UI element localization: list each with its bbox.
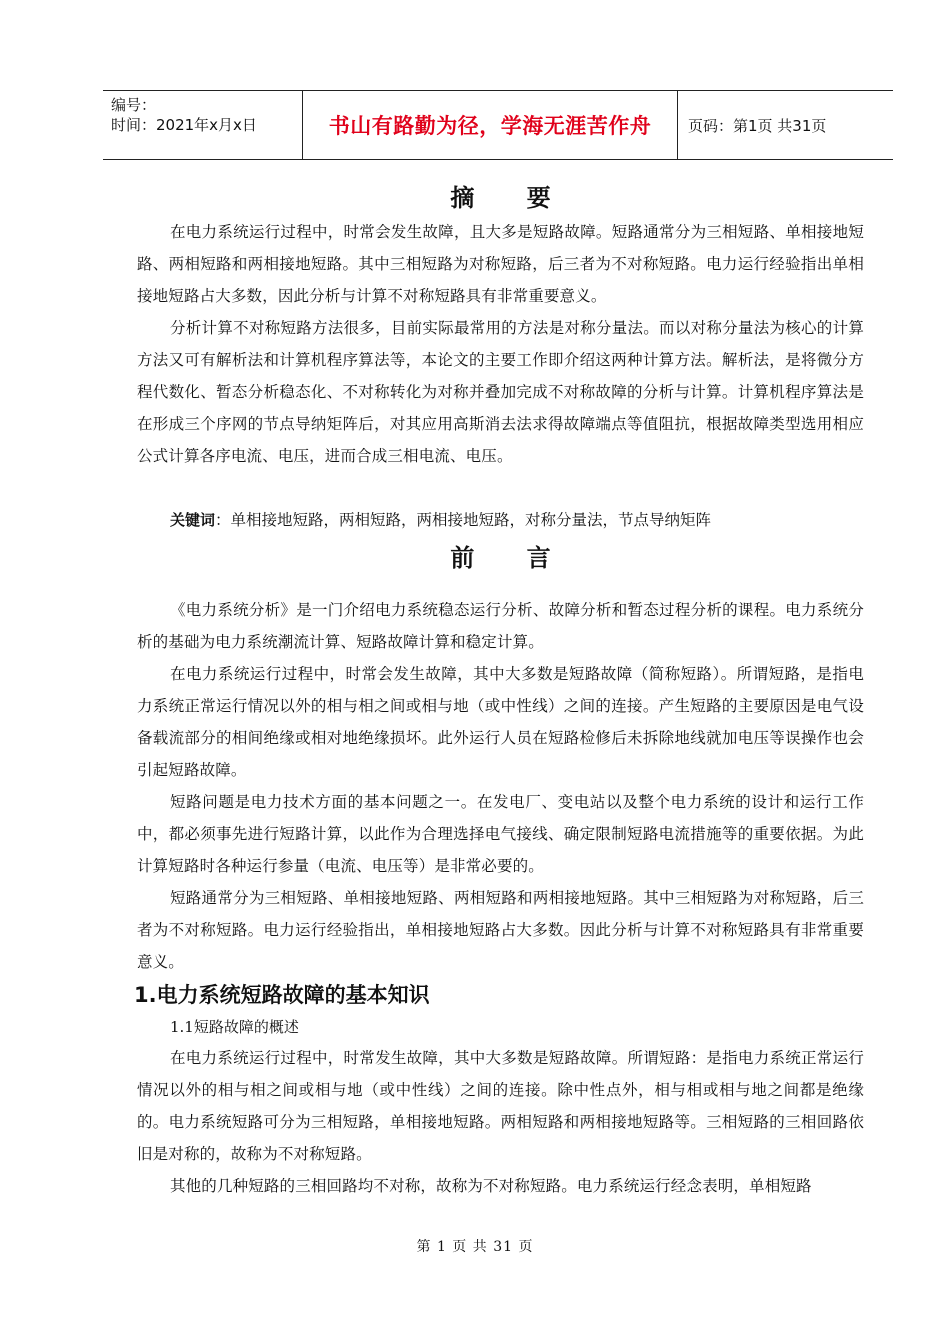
keywords-text: ：单相接地短路，两相短路，两相接地短路，对称分量法，节点导纳矩阵: [215, 511, 712, 529]
section-heading: 1.电力系统短路故障的基本知识: [134, 983, 430, 1007]
subsection-heading: 1.1短路故障的概述: [170, 1018, 299, 1036]
section-paragraph: 在电力系统运行过程中，时常发生故障，其中大多数是短路故障。所谓短路：是指电力系统正常运行情况以外的相与相之间或相与地（或中性线）之间的连接。除中性点外，相与相或相与地之间都是绝缘的。电力系统短路可分为三相短路，单相接地短路。两相短路和两相接地短路等。三相短路的三相回路依旧是对称的，故称为不对称短路。: [137, 1049, 864, 1163]
preface-paragraph: 在电力系统运行过程中，时常会发生故障，其中大多数是短路故障（简称短路）。所谓短路，是指电力系统正常运行情况以外的相与相之间或相与地（或中性线）之间的连接。产生短路的主要原因是电气设备载流部分的相间绝缘或相对地绝缘损坏。此外运行人员在短路检修后未拆除地线就加电压等误操作也会引起短路故障。: [137, 665, 864, 779]
preface-paragraph: 短路通常分为三相短路、单相接地短路、两相短路和两相接地短路。其中三相短路为对称短路，后三者为不对称短路。电力运行经验指出，单相接地短路占大多数。因此分析与计算不对称短路具有非常重要意义。: [137, 889, 864, 971]
preface-paragraph: 《电力系统分析》是一门介绍电力系统稳态运行分析、故障分析和暂态过程分析的课程。电力系统分析的基础为电力系统潮流计算、短路故障计算和稳定计算。: [137, 601, 864, 651]
section-paragraph: 其他的几种短路的三相回路均不对称，故称为不对称短路。电力系统运行经念表明，单相短路: [170, 1177, 812, 1195]
page-header: [103, 90, 893, 160]
header-motto: 书山有路勤为径，学海无涯苦作舟: [303, 91, 678, 159]
keywords-line: [137, 504, 864, 536]
preface-title: 前 言: [450, 544, 573, 572]
header-meta: [103, 91, 303, 159]
document-time: 时间：2021年x月x日: [111, 116, 257, 134]
header-page-info: 页码：第1页 共31页: [688, 116, 827, 135]
abstract-title: 摘 要: [450, 184, 573, 212]
abstract-paragraph: 在电力系统运行过程中，时常会发生故障，且大多是短路故障。短路通常分为三相短路、单相接地短路、两相短路和两相接地短路。其中三相短路为对称短路，后三者为不对称短路。电力运行经验指出单相接地短路占大多数，因此分析与计算不对称短路具有非常重要意义。: [137, 223, 864, 305]
keywords-label: 关键词: [170, 511, 216, 529]
preface-paragraph: 短路问题是电力技术方面的基本问题之一。在发电厂、变电站以及整个电力系统的设计和运行工作中，都必须事先进行短路计算，以此作为合理选择电气接线、确定限制短路电流措施等的重要依据。为此计算短路时各种运行参量（电流、电压等）是非常必要的。: [137, 793, 864, 875]
abstract-paragraph: 分析计算不对称短路方法很多，目前实际最常用的方法是对称分量法。而以对称分量法为核心的计算方法又可有解析法和计算机程序算法等，本论文的主要工作即介绍这两种计算方法。解析法，是将微分方程代数化、暂态分析稳态化、不对称转化为对称并叠加完成不对称故障的分析与计算。计算机程序算法是在形成三个序网的节点导纳矩阵后，对其应用高斯消去法求得故障端点等值阻抗，根据故障类型选用相应公式计算各序电流、电压，进而合成三相电流、电压。: [137, 319, 864, 465]
page-footer: 第 1 页 共 31 页: [416, 1239, 534, 1255]
document-number-label: 编号：: [111, 96, 157, 114]
document-body: [134, 180, 864, 1202]
